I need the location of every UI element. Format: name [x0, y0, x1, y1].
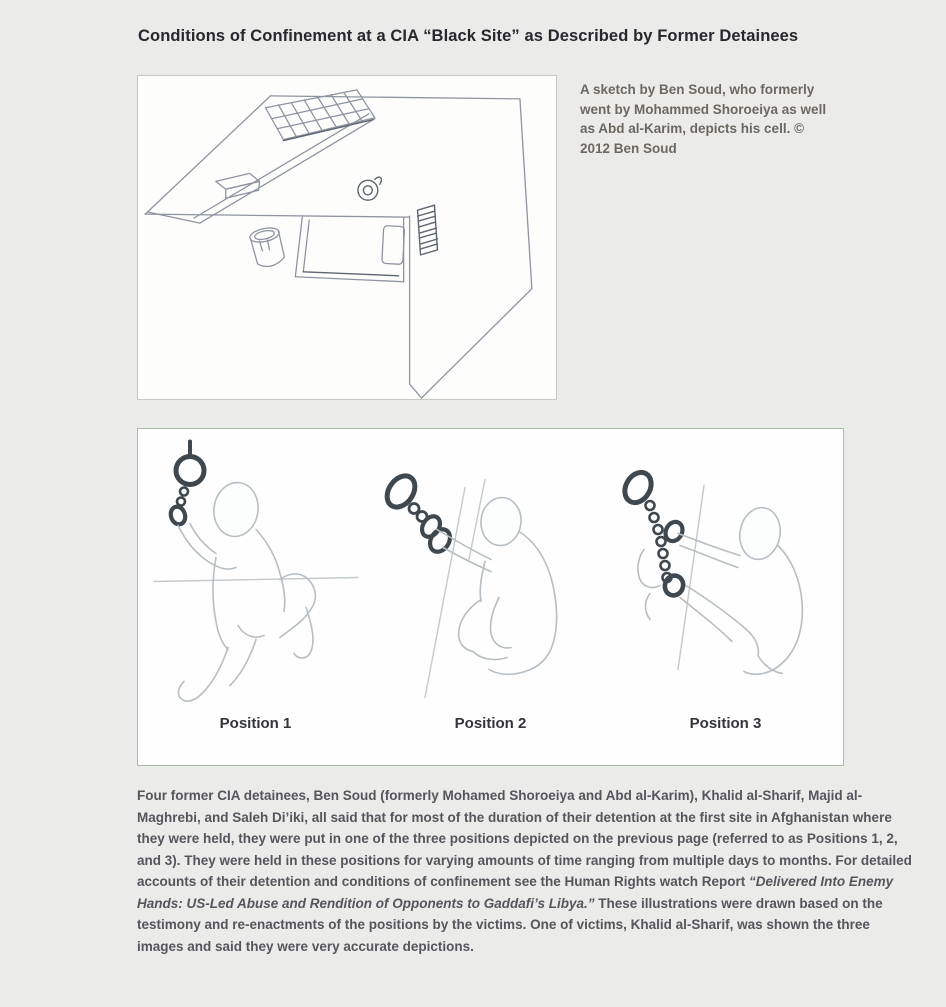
cell-sketch-figure [137, 75, 557, 400]
position-3-drawing [608, 429, 843, 715]
position-1-label: Position 1 [219, 715, 292, 732]
position-1-drawing [138, 429, 373, 715]
body-paragraph [137, 785, 919, 957]
position-2-drawing [373, 429, 608, 715]
positions-row [138, 429, 843, 715]
cell-sketch-caption: A sketch by Ben Soud, who formerly went by Mohammed Shoroeiya as well as Abd al-Karim, depicts his cell. © 2012 Ben Soud [580, 82, 827, 156]
cell-sketch-drawing [138, 76, 556, 399]
report-title: “Delivered Into Enemy Hands: US-Led Abuse and Rendition of Opponents to Gaddafi’s Libya.” [137, 874, 894, 911]
position-3-label: Position 3 [689, 715, 762, 732]
position-labels-row [138, 715, 843, 765]
page-title: Conditions of Confinement at a CIA “Black Site” as Described by Former Detainees [138, 27, 799, 45]
position-1-panel [138, 429, 373, 715]
positions-figure [137, 428, 844, 766]
position-2-panel [373, 429, 608, 715]
body-text-part3: These illustrations were drawn based on the testimony and re-enactments of the positions by the victims. One of victims, Khalid al-Sharif, was shown the three images and said they were very accurate depictions. [137, 895, 883, 954]
position-3-panel [608, 429, 843, 715]
body-text-part1: Four former CIA detainees, Ben Soud (formerly Mohamed Shoroeiya and Abd al-Karim), Khalid al-Sharif, Majid al-Maghrebi, and Saleh Di’iki, all said that for most of the duration of their detention at the first site in Afghanistan where they were held, they were put in one of the three positions depicted on the previous page (referred to as Positions 1, 2, and 3). They were held in these positions for varying amounts of time ranging from multiple days to months. For detailed accounts of their detention and conditions of confinement see the Human Rights watch Report [137, 788, 912, 889]
position-2-label: Position 2 [454, 715, 527, 732]
